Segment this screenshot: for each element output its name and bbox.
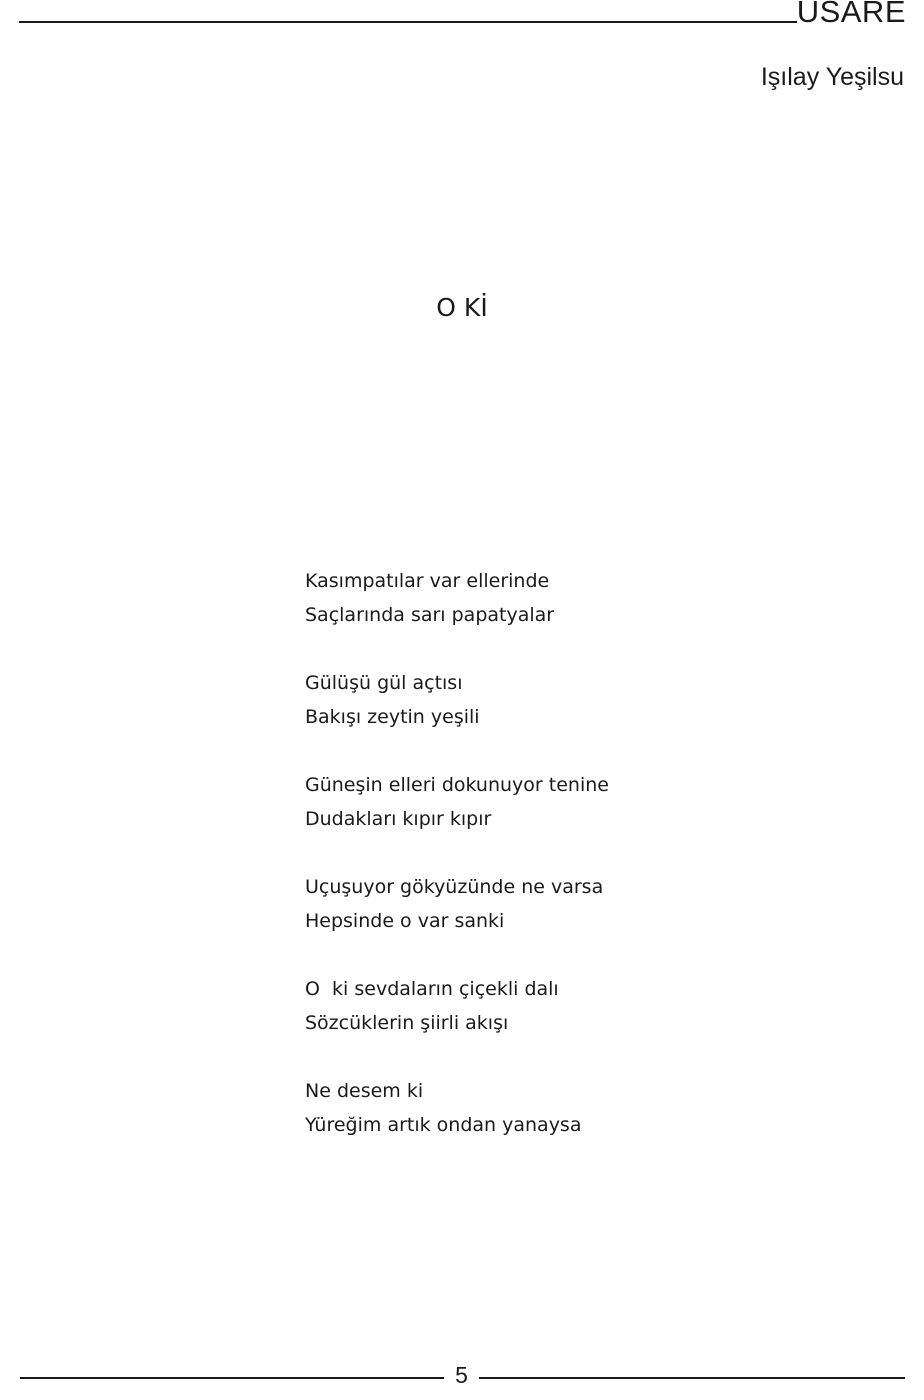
poem-body (305, 564, 609, 1142)
footer-rule-left (20, 1377, 444, 1379)
verse-line: O ki sevdaların çiçekli dalı (305, 978, 559, 1000)
verse-line: Ne desem ki (305, 1080, 424, 1102)
verse-line: Hepsinde o var sanki (305, 910, 505, 932)
footer-rule-right (479, 1377, 905, 1379)
stanza (305, 666, 609, 734)
stanza (305, 564, 609, 632)
verse-line: Dudakları kıpır kıpır (305, 808, 492, 830)
stanza (305, 1074, 609, 1142)
header-rule (19, 21, 797, 23)
verse-line: Uçuşuyor gökyüzünde ne varsa (305, 876, 604, 898)
verse-line: Saçlarında sarı papatyalar (305, 604, 555, 626)
verse-line: Gülüşü gül açtısı (305, 672, 463, 694)
verse-line: Yüreğim artık ondan yanaysa (305, 1114, 582, 1136)
verse-line: Sözcüklerin şiirli akışı (305, 1012, 509, 1034)
magazine-name: USARE (796, 0, 906, 29)
stanza (305, 972, 609, 1040)
author-name: Işılay Yeşilsu (760, 63, 904, 91)
stanza (305, 768, 609, 836)
verse-line: Güneşin elleri dokunuyor tenine (305, 774, 609, 796)
verse-line: Bakışı zeytin yeşili (305, 706, 480, 728)
page-number: 5 (455, 1362, 468, 1388)
verse-line: Kasımpatılar var ellerinde (305, 570, 550, 592)
stanza (305, 870, 609, 938)
poem-title: O Kİ (436, 293, 488, 322)
